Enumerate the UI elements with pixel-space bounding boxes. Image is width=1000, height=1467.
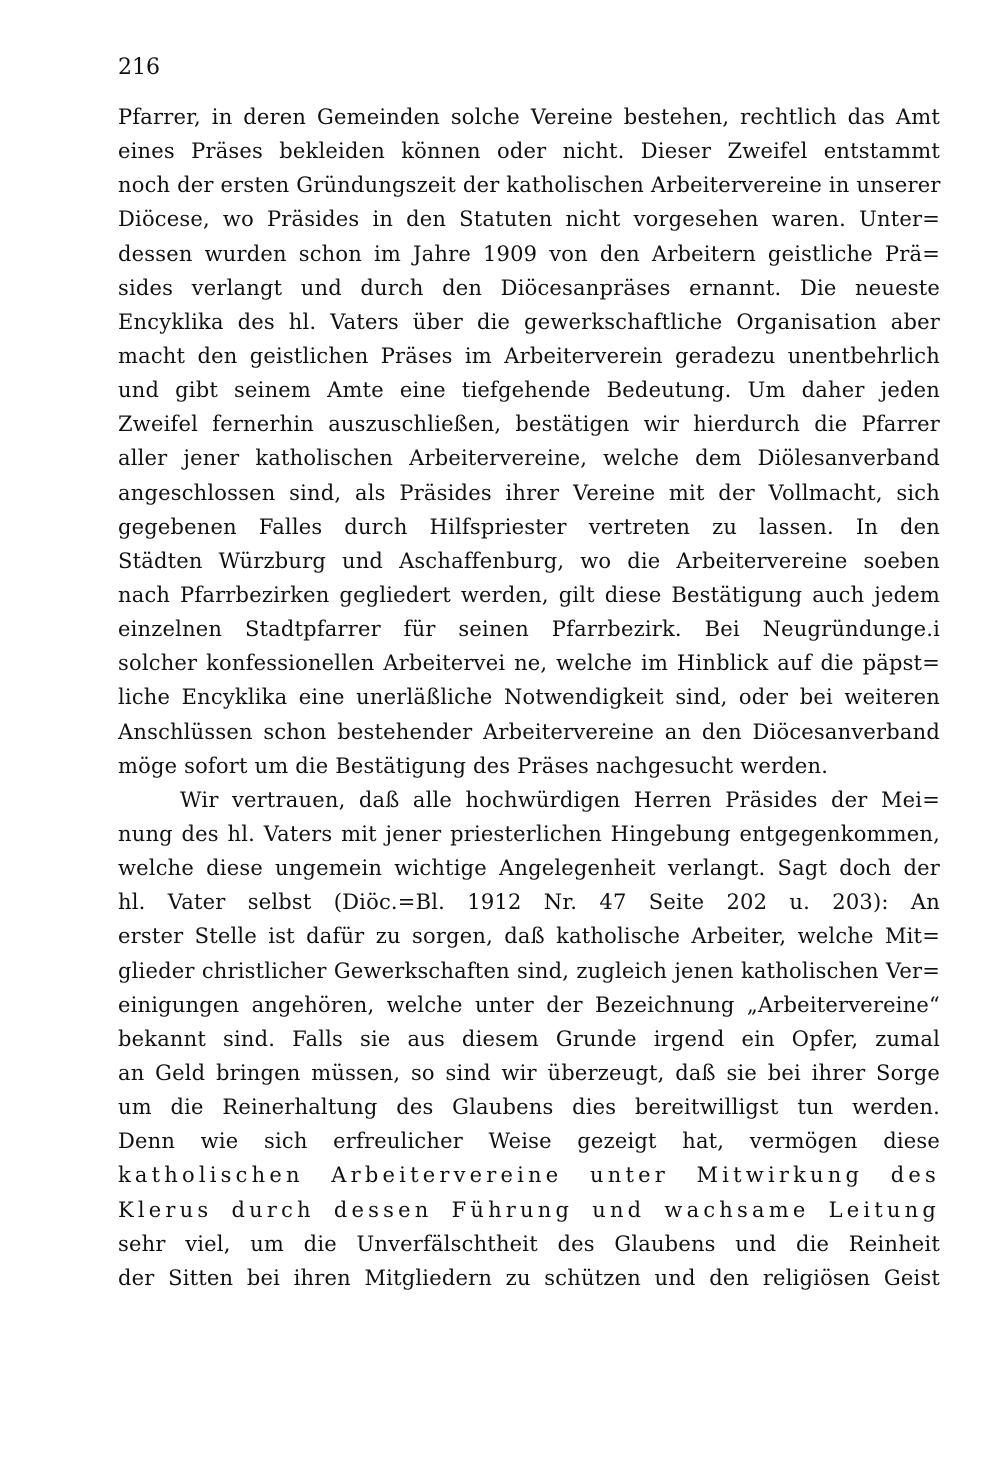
text-line: Pfarrer, in deren Gemeinden solche Vereine bestehen, rechtlich das Amt — [118, 105, 940, 129]
text-line: einigungen angehören, welche unter der Bezeichnung „Arbeitervereine“ — [118, 992, 940, 1017]
text-line: angeschlossen sind, als Präsides ihrer Vereine mit der Vollmacht, sich — [118, 480, 940, 505]
text-line: sehr viel, um die Unverfälschtheit des Glaubens und die Reinheit — [118, 1231, 940, 1256]
text-line: erster Stelle ist dafür zu sorgen, daß katholische Arbeiter, welche Mit= — [118, 924, 940, 949]
text-line: Städten Würzburg und Aschaffenburg, wo die Arbeitervereine soeben — [118, 548, 940, 573]
text-line: und gibt seinem Amte eine tiefgehende Bedeutung. Um daher jeden — [118, 378, 940, 403]
text-line: glieder christlicher Gewerkschaften sind, zugleich jenen katholischen Ver= — [118, 958, 940, 983]
text-line: nach Pfarrbezirken gegliedert werden, gilt diese Bestätigung auch jedem — [118, 582, 940, 607]
text-line: eines Präses bekleiden können oder nicht. Dieser Zweifel entstammt — [118, 139, 940, 164]
text-line: solcher konfessionellen Arbeitervei ne, welche im Hinblick auf die päpst= — [118, 651, 940, 676]
text-line: möge sofort um die Bestätigung des Präses nachgesucht werden. — [118, 753, 829, 778]
page-number: 216 — [118, 55, 160, 80]
text-line: aller jener katholischen Arbeitervereine, welche dem Diölesanverband — [118, 446, 940, 471]
text-line: macht den geistlichen Präses im Arbeiterverein geradezu unentbehrlich — [118, 343, 940, 368]
text-line: der Sitten bei ihren Mitgliedern zu schützen und den religiösen Geist — [118, 1265, 940, 1290]
text-line: noch der ersten Gründungszeit der katholischen Arbeitervereine in unserer — [118, 173, 941, 198]
text-line: gegebenen Falles durch Hilfspriester vertreten zu lassen. In den — [118, 514, 940, 539]
text-line: liche Encyklika eine unerläßliche Notwendigkeit sind, oder bei weiteren — [118, 685, 940, 710]
text-line: einzelnen Stadtpfarrer für seinen Pfarrbezirk. Bei Neugründunge.i — [118, 617, 940, 642]
text-line: hl. Vater selbst (Diöc.=Bl. 1912 Nr. 47 Seite 202 u. 203): An — [118, 890, 940, 915]
text-line: an Geld bringen müssen, so sind wir überzeugt, daß sie bei ihrer Sorge — [118, 1060, 940, 1085]
text-line: Zweifel fernerhin auszuschließen, bestätigen wir hierdurch die Pfarrer — [118, 412, 940, 437]
text-line: welche diese ungemein wichtige Angelegenheit verlangt. Sagt doch der — [118, 856, 940, 881]
text-line: bekannt sind. Falls sie aus diesem Grunde irgend ein Opfer, zumal — [118, 1026, 940, 1051]
text-line: um die Reinerhaltung des Glaubens dies bereitwilligst tun werden. — [118, 1095, 940, 1120]
text-line: Denn wie sich erfreulicher Weise gezeigt hat, vermögen diese — [118, 1129, 940, 1154]
text-line: Anschlüssen schon bestehender Arbeitervereine an den Diöcesanverband — [118, 719, 940, 744]
text-line: dessen wurden schon im Jahre 1909 von den Arbeitern geistliche Prä= — [118, 241, 940, 266]
body-text — [118, 100, 940, 1295]
text-line: Wir vertrauen, daß alle hochwürdigen Herren Präsides der Mei= — [180, 787, 940, 812]
text-line: Klerus durch dessen Führung und wachsame Leitung — [118, 1197, 940, 1222]
text-line: nung des hl. Vaters mit jener priesterlichen Hingebung entgegenkommen, — [118, 821, 940, 846]
text-line: Diöcese, wo Präsides in den Statuten nicht vorgesehen waren. Unter= — [118, 207, 940, 232]
text-line: sides verlangt und durch den Diöcesanpräses ernannt. Die neueste — [118, 275, 940, 300]
text-line: Encyklika des hl. Vaters über die gewerkschaftliche Organisation aber — [118, 309, 940, 334]
text-line: katholischen Arbeitervereine unter Mitwirkung des — [118, 1163, 940, 1188]
